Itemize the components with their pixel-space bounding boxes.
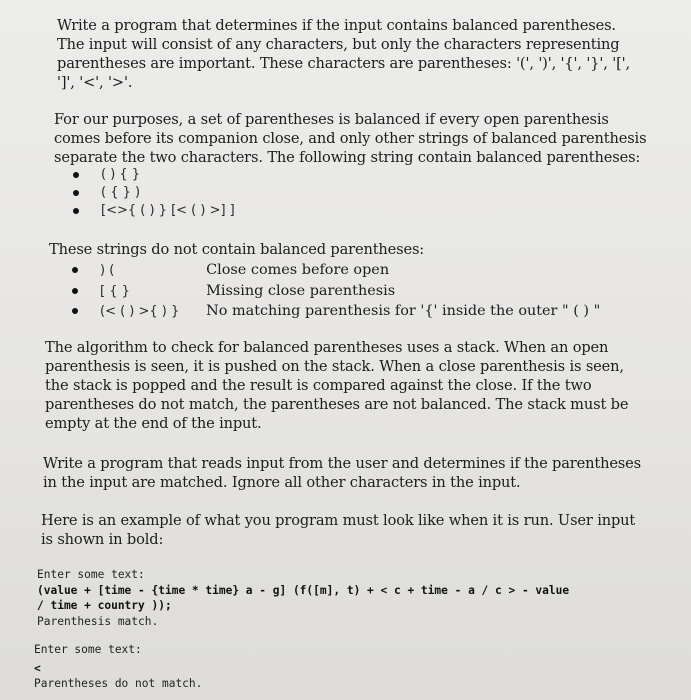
bullet-icon bbox=[73, 190, 79, 196]
definition-paragraph: For our purposes, a set of parentheses is balanced if every open parenthesis comes before its companion close, and only other strings of balanced parenthesis separate the two characters. The following string contain balanced parentheses: bbox=[54, 111, 647, 166]
unbalanced-reason: Missing close parenthesis bbox=[206, 282, 396, 299]
bullet-icon bbox=[72, 288, 78, 294]
task-paragraph: Write a program that reads input from the user and determines if the parentheses in the input are matched. Ignore all other characters in the input. bbox=[43, 455, 641, 491]
balanced-example: ( { } ) bbox=[101, 185, 141, 200]
sample-user-input: / time + country )); bbox=[37, 599, 172, 612]
sample-result: Parenthesis match. bbox=[37, 614, 159, 628]
list-item bbox=[62, 260, 622, 281]
example-intro-paragraph: Here is an example of what you program must look like when it is run. User input is shown in bold: bbox=[41, 512, 636, 548]
unbalanced-intro: These strings do not contain balanced parentheses: bbox=[49, 241, 425, 258]
sample-result: Parentheses do not match. bbox=[34, 677, 203, 690]
bullet-icon bbox=[73, 172, 79, 178]
bullet-icon bbox=[72, 267, 78, 273]
sample-user-input: < bbox=[34, 661, 41, 675]
bullet-icon bbox=[73, 208, 79, 214]
sample-prompt: Enter some text: bbox=[37, 568, 145, 581]
unbalanced-example: (< ( ) >{ ) } bbox=[100, 304, 180, 319]
list-item bbox=[63, 184, 463, 202]
unbalanced-example: ) ( bbox=[100, 263, 115, 278]
balanced-example: [<>{ ( ) } [< ( ) >] ] bbox=[101, 203, 235, 218]
intro-paragraph: Write a program that determines if the input contains balanced parentheses. The input will consist of any characters, but only the characters representing parentheses are important. These characters are parentheses: '(', ')', '{', '}', '[', ']', '<', '>'. bbox=[57, 17, 630, 91]
balanced-examples-list bbox=[63, 166, 463, 220]
sample-run-1 bbox=[37, 567, 677, 629]
bullet-icon bbox=[72, 308, 78, 314]
list-item bbox=[62, 281, 622, 302]
balanced-example: ( ) { } bbox=[101, 167, 141, 182]
algorithm-paragraph: The algorithm to check for balanced parentheses uses a stack. When an open parenthesis is seen, it is pushed on the stack. When a close parenthesis is seen, the stack is popped and the result is compared against the close. If the two parentheses do not match, the parentheses are not balanced. The stack must be empty at the end of the input. bbox=[45, 339, 629, 432]
unbalanced-examples-list bbox=[62, 260, 622, 322]
list-item bbox=[63, 202, 463, 220]
list-item bbox=[63, 166, 463, 184]
sample-prompt: Enter some text: bbox=[34, 643, 142, 656]
unbalanced-reason: Close comes before open bbox=[206, 262, 390, 278]
unbalanced-example: [ { } bbox=[100, 283, 130, 299]
sample-user-input: (value + [time - {time * time} a - g] (f([m], t) + < c + time - a / c > - value bbox=[37, 583, 570, 597]
sample-run-2 bbox=[34, 642, 674, 692]
list-item bbox=[62, 301, 622, 322]
unbalanced-reason: No matching parenthesis for '{' inside the outer " ( ) " bbox=[206, 303, 601, 319]
